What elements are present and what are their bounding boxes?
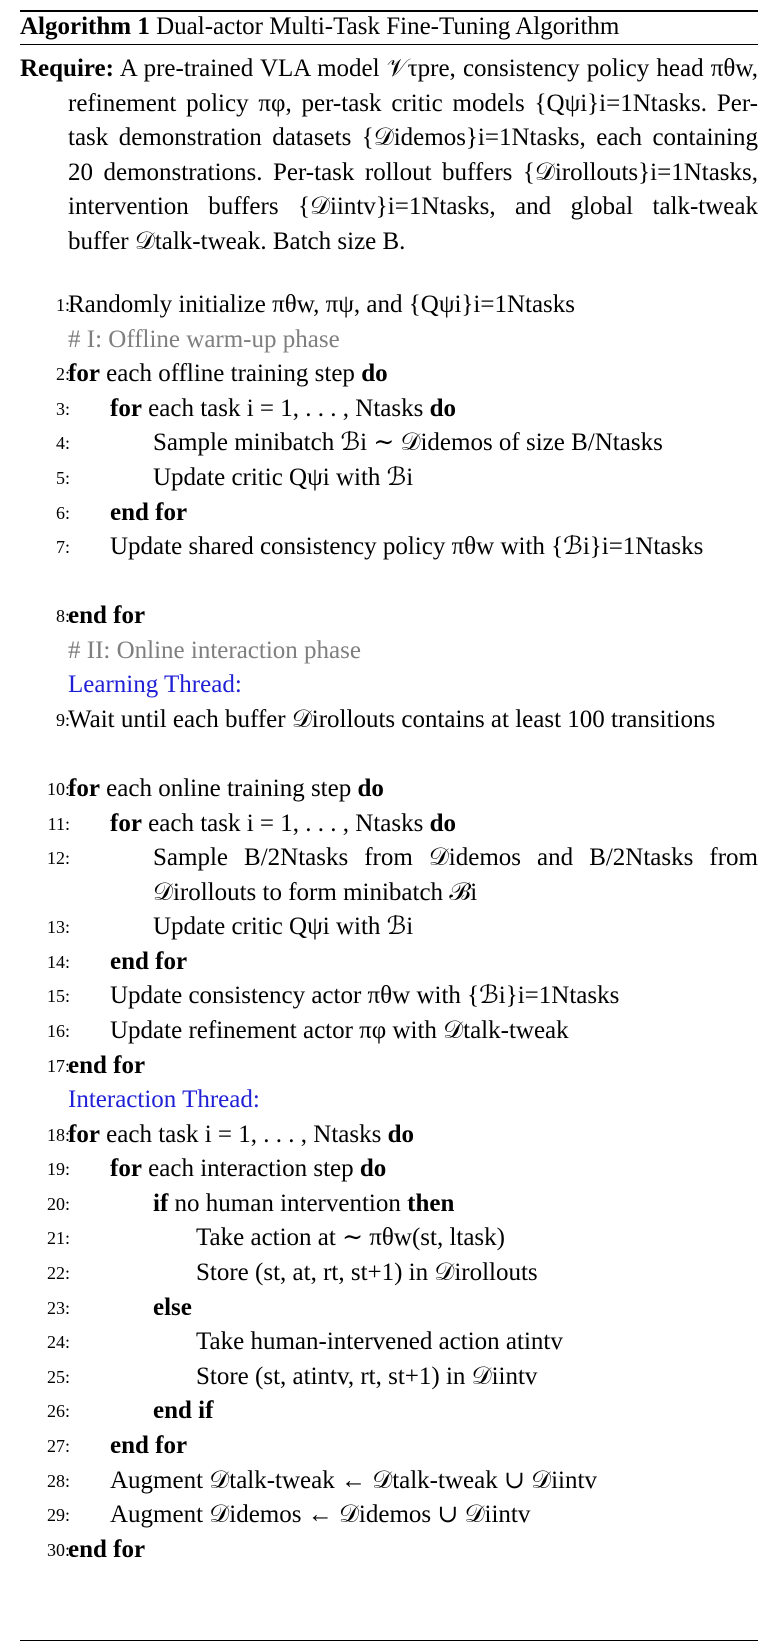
algorithm-line (20, 1464, 758, 1499)
statement-text: Augment 𝒟talk-tweak ← 𝒟talk-tweak ∪ 𝒟iintv (110, 1466, 597, 1494)
line-number: 24: (46, 1332, 70, 1353)
keyword: do (359, 1155, 387, 1183)
line-number: 10: (46, 778, 70, 799)
algorithm-lines (20, 288, 758, 1567)
algorithm-line (20, 807, 758, 842)
line-number: 23: (46, 1297, 70, 1318)
require-text: A pre-trained VLA model 𝒱τpre, consistency policy head πθw, refinement policy πφ, per-task critic models {Qψi}i=1Ntasks. Per-task demonstration datasets {𝒟idemos}i=1Ntasks, each containing 20 demonstrations. Per-task rollout buffers {𝒟irollouts}i=1Ntasks, intervention buffers {𝒟iintv}i=1Ntasks, and global talk-tweak buffer 𝒟talk-tweak. Batch size B. (68, 55, 758, 255)
line-body (110, 496, 758, 531)
line-body (153, 1394, 758, 1429)
line-body (153, 426, 758, 461)
line-body (68, 1533, 758, 1568)
algorithm-name: Dual-actor Multi-Task Fine-Tuning Algorithm (156, 13, 620, 40)
line-body (110, 1464, 758, 1499)
line-number: 3: (55, 398, 70, 419)
line-body (68, 288, 758, 323)
line-body (110, 945, 758, 980)
statement-text: each interaction step (141, 1155, 360, 1183)
statement-text: Update consistency actor πθw with {ℬi}i=1Ntasks (110, 982, 620, 1010)
algorithm-line (20, 945, 758, 980)
algorithm-line (20, 841, 758, 910)
statement-text: Randomly initialize πθw, πψ, and {Qψi}i=1Ntasks (68, 291, 576, 318)
line-body (153, 1291, 758, 1326)
algorithm-line (20, 1429, 758, 1464)
keyword: else (153, 1293, 192, 1321)
statement-text: Augment 𝒟idemos ← 𝒟idemos ∪ 𝒟iintv (110, 1501, 531, 1529)
line-body (196, 1360, 758, 1395)
algorithm-line (20, 1325, 758, 1360)
line-number: 19: (46, 1159, 70, 1180)
keyword: end for (110, 947, 188, 975)
statement-text: Sample B/2Ntasks from 𝒟idemos and B/2Ntasks from 𝒟irollouts to form minibatch ℬi (153, 844, 758, 906)
algorithm-line (20, 634, 758, 669)
keyword: end for (110, 1432, 188, 1460)
line-number: 29: (46, 1505, 70, 1526)
line-number: 9: (55, 709, 70, 730)
keyword: for (68, 360, 100, 388)
statement-text: Update shared consistency policy πθw with {ℬi}i=1Ntasks (110, 533, 704, 561)
line-body (68, 1118, 758, 1153)
algorithm-line (20, 392, 758, 427)
line-number: 16: (46, 1020, 70, 1041)
statement-text: Update critic Qψi with ℬi (153, 913, 414, 941)
algorithm-line (20, 1118, 758, 1153)
thread-label: Interaction Thread: (68, 1086, 260, 1114)
algorithm-line (20, 323, 758, 358)
line-body (153, 1187, 758, 1222)
line-number: 15: (46, 986, 70, 1007)
statement-text: each task i = 1, . . . , Ntasks (141, 394, 430, 422)
statement-text: Update critic Qψi with ℬi (153, 463, 414, 491)
algorithm-line (20, 1221, 758, 1256)
algorithm-line (20, 357, 758, 392)
phase-comment: # I: Offline warm-up phase (68, 325, 340, 353)
statement-text: Store (st, atintv, rt, st+1) in 𝒟iintv (196, 1362, 538, 1390)
line-number: 11: (47, 813, 70, 834)
line-number: 13: (46, 917, 70, 938)
line-body (153, 841, 758, 910)
line-body (110, 1498, 758, 1533)
statement-text: Sample minibatch ℬi ∼ 𝒟idemos of size B/Ntasks (153, 429, 663, 457)
line-body (153, 461, 758, 496)
line-body (110, 1152, 758, 1187)
keyword: for (110, 1155, 142, 1183)
thread-label: Learning Thread: (68, 671, 242, 699)
line-body (110, 530, 758, 565)
line-number: 8: (55, 606, 70, 627)
line-number: 4: (55, 433, 70, 454)
keyword: end for (110, 498, 188, 526)
keyword: do (429, 809, 456, 837)
keyword: end for (68, 602, 146, 630)
keyword: do (361, 360, 388, 388)
line-body (110, 979, 758, 1014)
line-body (196, 1256, 758, 1291)
algorithm-line (20, 1394, 758, 1429)
line-body (110, 807, 758, 842)
statement-text: Take human-intervened action atintv (196, 1328, 563, 1356)
bottom-rule (20, 1640, 758, 1641)
statement-text: each task i = 1, . . . , Ntasks (99, 1120, 388, 1148)
line-body (110, 392, 758, 427)
keyword: do (429, 394, 456, 422)
line-number: 5: (55, 467, 70, 488)
keyword: for (68, 1120, 100, 1148)
require-block (20, 52, 758, 259)
keyword: then (407, 1189, 455, 1217)
algorithm-line (20, 1256, 758, 1291)
algorithm-line (20, 1360, 758, 1395)
algorithm-line (20, 599, 758, 634)
algorithm-line (20, 1014, 758, 1049)
keyword: do (387, 1120, 414, 1148)
require-keyword: Require: (20, 55, 114, 82)
statement-text: Take action at ∼ πθw(st, ltask) (196, 1224, 505, 1252)
keyword: for (110, 809, 142, 837)
algorithm-line (20, 426, 758, 461)
keyword: do (357, 774, 384, 802)
line-number: 21: (46, 1228, 70, 1249)
statement-text: Wait until each buffer 𝒟irollouts contains at least 100 transitions (68, 705, 716, 733)
line-number: 1: (55, 295, 70, 315)
line-number: 6: (55, 502, 70, 523)
algorithm-line (20, 288, 758, 323)
line-number: 25: (46, 1366, 70, 1387)
statement-text: no human intervention (168, 1189, 408, 1217)
algorithm-line (20, 496, 758, 531)
line-number: 28: (46, 1470, 70, 1491)
algorithm-line (20, 530, 758, 599)
line-number: 12: (46, 848, 70, 869)
statement-text: each online training step (99, 774, 358, 802)
keyword: for (68, 774, 100, 802)
algorithm-line (20, 668, 758, 703)
line-body (196, 1325, 758, 1360)
algorithm-line (20, 1533, 758, 1568)
line-body (68, 357, 758, 392)
phase-comment: # II: Online interaction phase (68, 636, 361, 664)
line-body (153, 910, 758, 945)
statement-text: each task i = 1, . . . , Ntasks (141, 809, 430, 837)
line-number: 2: (55, 364, 70, 385)
algorithm-label: Algorithm 1 (20, 13, 150, 40)
line-number: 7: (55, 537, 70, 558)
line-number: 18: (46, 1124, 70, 1145)
keyword: for (110, 394, 142, 422)
line-number: 17: (46, 1055, 70, 1076)
algorithm-line (20, 703, 758, 772)
algorithm-line (20, 910, 758, 945)
algorithm-line (20, 1083, 758, 1118)
statement-text: Update refinement actor πφ with 𝒟talk-tweak (110, 1016, 569, 1044)
algorithm-title (20, 12, 619, 42)
algorithm-line (20, 1498, 758, 1533)
line-number: 14: (46, 951, 70, 972)
algorithm-line (20, 1291, 758, 1326)
title-rule (20, 44, 758, 45)
line-body (68, 599, 758, 634)
algorithm-line (20, 461, 758, 496)
line-number: 20: (46, 1193, 70, 1214)
statement-text: Store (st, at, rt, st+1) in 𝒟irollouts (196, 1259, 538, 1287)
algorithm-line (20, 1152, 758, 1187)
keyword: end if (153, 1397, 214, 1425)
algorithm-line (20, 979, 758, 1014)
keyword: end for (68, 1535, 146, 1563)
line-number: 30: (46, 1539, 70, 1560)
line-body (68, 703, 758, 738)
line-body (110, 1014, 758, 1049)
line-number: 27: (46, 1436, 70, 1457)
statement-text: each offline training step (99, 360, 362, 388)
line-body (68, 772, 758, 807)
algorithm-line (20, 1187, 758, 1222)
algorithm-line (20, 772, 758, 807)
line-body (196, 1221, 758, 1256)
line-number: 22: (46, 1263, 70, 1284)
algorithm-line (20, 1049, 758, 1084)
line-body (68, 1049, 758, 1084)
line-body (110, 1429, 758, 1464)
keyword: if (153, 1189, 169, 1217)
keyword: end for (68, 1051, 146, 1079)
line-number: 26: (46, 1401, 70, 1422)
